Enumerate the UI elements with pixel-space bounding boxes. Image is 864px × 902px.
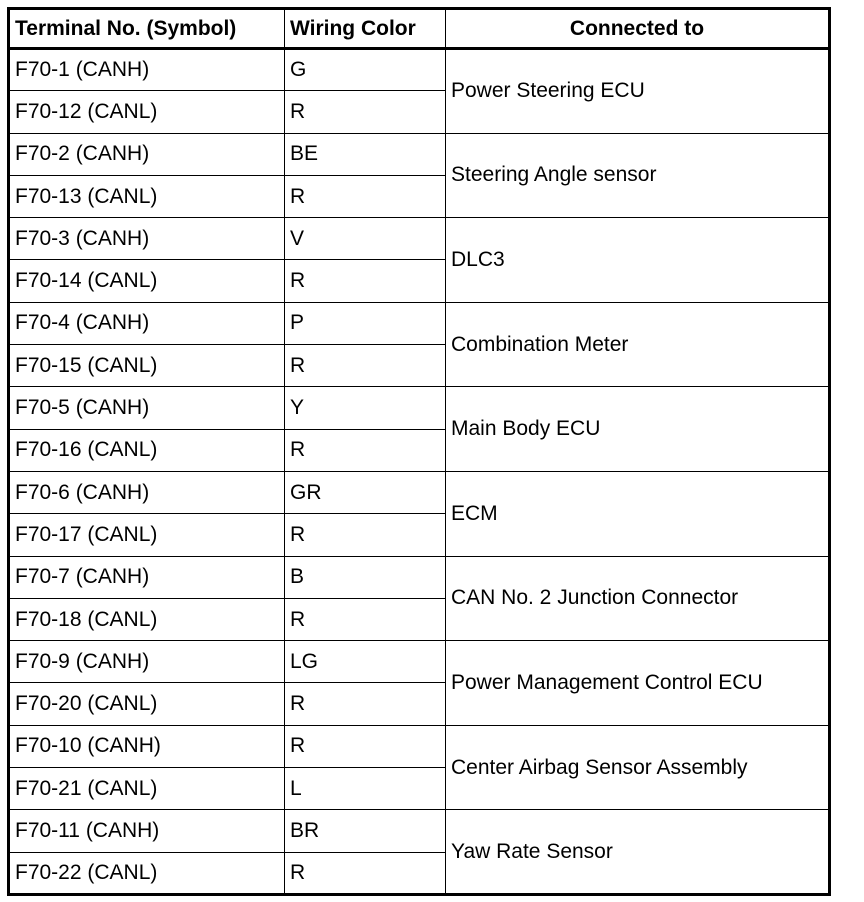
wiring-color-cell: R (285, 683, 446, 725)
terminal-cell: F70-12 (CANL) (9, 91, 285, 133)
terminal-cell: F70-22 (CANL) (9, 852, 285, 894)
wiring-color-cell: B (285, 556, 446, 598)
terminal-cell: F70-17 (CANL) (9, 514, 285, 556)
terminal-cell: F70-16 (CANL) (9, 429, 285, 471)
connected-to-cell: CAN No. 2 Junction Connector (446, 556, 830, 641)
wiring-color-cell: P (285, 302, 446, 344)
wiring-table (7, 7, 831, 896)
wiring-color-cell: R (285, 345, 446, 387)
terminal-cell: F70-14 (CANL) (9, 260, 285, 302)
table-row (9, 556, 830, 598)
terminal-cell: F70-3 (CANH) (9, 218, 285, 260)
wiring-color-cell: R (285, 429, 446, 471)
terminal-cell: F70-2 (CANH) (9, 133, 285, 175)
terminal-cell: F70-10 (CANH) (9, 725, 285, 767)
connected-to-cell: Main Body ECU (446, 387, 830, 472)
wiring-color-cell: R (285, 514, 446, 556)
terminal-cell: F70-18 (CANL) (9, 598, 285, 640)
table-row (9, 49, 830, 91)
connected-to-cell: Yaw Rate Sensor (446, 810, 830, 895)
terminal-cell: F70-6 (CANH) (9, 471, 285, 513)
connected-to-cell: Center Airbag Sensor Assembly (446, 725, 830, 810)
terminal-cell: F70-11 (CANH) (9, 810, 285, 852)
table-row (9, 725, 830, 767)
table-row (9, 387, 830, 429)
wiring-color-cell: R (285, 852, 446, 894)
wiring-color-cell: R (285, 260, 446, 302)
connected-to-cell: ECM (446, 471, 830, 556)
wiring-color-header: Wiring Color (285, 9, 446, 49)
terminal-header: Terminal No. (Symbol) (9, 9, 285, 49)
connected-to-cell: Power Management Control ECU (446, 641, 830, 726)
terminal-cell: F70-4 (CANH) (9, 302, 285, 344)
terminal-cell: F70-5 (CANH) (9, 387, 285, 429)
wiring-color-cell: R (285, 175, 446, 217)
terminal-cell: F70-15 (CANL) (9, 345, 285, 387)
terminal-cell: F70-7 (CANH) (9, 556, 285, 598)
table-row (9, 302, 830, 344)
terminal-cell: F70-21 (CANL) (9, 768, 285, 810)
wiring-color-cell: LG (285, 641, 446, 683)
connected-to-cell: Combination Meter (446, 302, 830, 387)
wiring-color-cell: R (285, 598, 446, 640)
table-row (9, 133, 830, 175)
table-row (9, 218, 830, 260)
terminal-cell: F70-9 (CANH) (9, 641, 285, 683)
wiring-color-cell: R (285, 725, 446, 767)
table-row (9, 471, 830, 513)
header-row (9, 9, 830, 49)
wiring-color-cell: Y (285, 387, 446, 429)
connected-to-header: Connected to (446, 9, 830, 49)
connected-to-cell: Power Steering ECU (446, 49, 830, 134)
terminal-cell: F70-13 (CANL) (9, 175, 285, 217)
wiring-color-cell: GR (285, 471, 446, 513)
wiring-color-cell: V (285, 218, 446, 260)
wiring-color-cell: BE (285, 133, 446, 175)
connected-to-cell: Steering Angle sensor (446, 133, 830, 218)
wiring-color-cell: G (285, 49, 446, 91)
terminal-cell: F70-1 (CANH) (9, 49, 285, 91)
wiring-color-cell: BR (285, 810, 446, 852)
table-row (9, 810, 830, 852)
terminal-cell: F70-20 (CANL) (9, 683, 285, 725)
wiring-color-cell: L (285, 768, 446, 810)
connected-to-cell: DLC3 (446, 218, 830, 303)
table-row (9, 641, 830, 683)
wiring-color-cell: R (285, 91, 446, 133)
